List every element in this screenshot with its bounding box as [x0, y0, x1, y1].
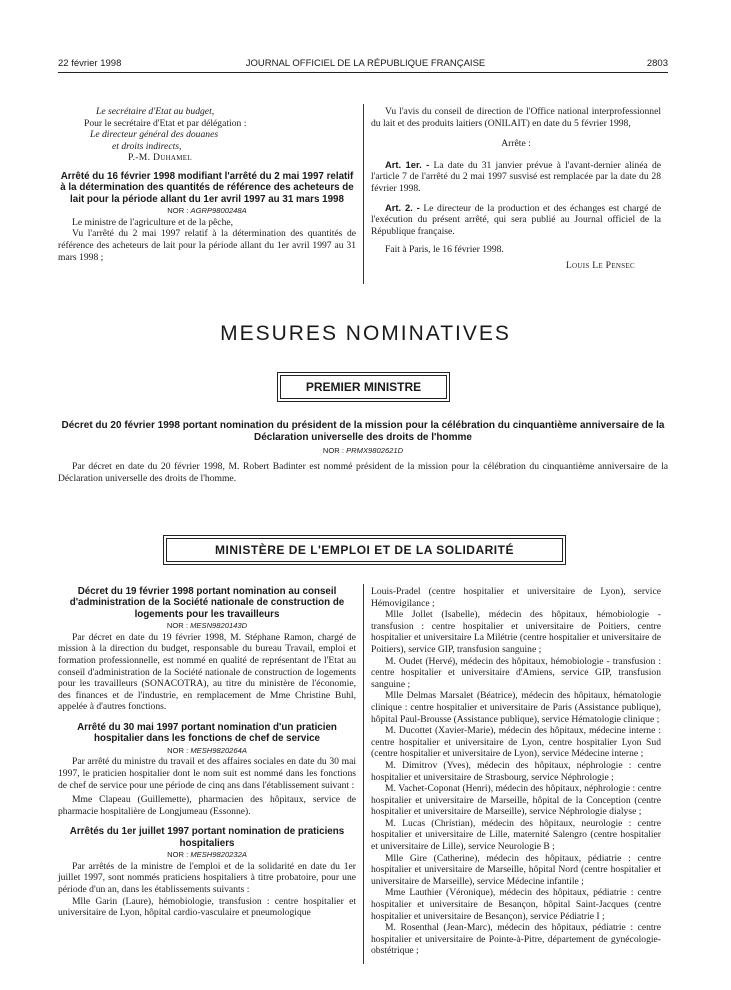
column-divider — [363, 584, 364, 964]
list-item: Mlle Jollet (Isabelle), médecin des hôpitaux, hémobiologie - transfusion : centre hospitalier et universitaire de Poitiers, centre hospitalier et universitaire La Milétrie (centre hospitalier et universitaire de Poitiers), service GIP, transfusion sanguine ; — [371, 609, 661, 655]
signature-name: P.-M. Duhamel — [128, 152, 192, 164]
list-item: Mlle Garin (Laure), hémobiologie, transfusion : centre hospitalier et universitaire de Lyon, hôpital cardio-vasculaire et pneumologique — [58, 895, 356, 919]
bottom-right-column — [371, 586, 661, 957]
list-item: M. Ducottet (Xavier-Marie), médecin des hôpitaux, médecine interne : centre hospitalier et universitaire de Lyon, centre hospitalier Lyon Sud (centre hospitalier et universitaire de Lyon), service Médecine interne ; — [371, 725, 661, 760]
arrete-word: Arrête : — [501, 138, 531, 150]
decret-premier-ministre — [58, 420, 668, 484]
decret-title: Décret du 19 février 1998 portant nomination au conseil d'administration de la Société nationale de construction de logements pour les travailleurs — [69, 586, 345, 620]
header-journal-title: JOURNAL OFFICIEL DE LA RÉPUBLIQUE FRANÇAISE — [245, 58, 486, 69]
list-item: Mme Lauthier (Véronique), médecin des hôpitaux, pédiatrie : centre hospitalier et universitaire de Besançon, hôpital Saint-Jacques (centre hospitalier et universitaire de Besançon), service Pédiatrie I ; — [371, 887, 661, 922]
top-left-column — [58, 106, 356, 263]
header-date: 22 février 1998 — [58, 58, 122, 69]
list-item: M. Vachet-Coponat (Henri), médecin des hôpitaux, néphrologie : centre hospitalier et universitaire de Marseille, hôpital de la Conception (centre hospitalier et universitaire de Marseille), service Néphrologie dialyse ; — [371, 783, 661, 818]
list-item: M. Oudet (Hervé), médecin des hôpitaux, hémobiologie - transfusion : centre hospitalier et universitaire d'Amiens, service GIP, transfusion sanguine ; — [371, 655, 661, 690]
nor-reference: NOR : PRMX9802621D — [322, 446, 404, 455]
arrete-title: Arrêté du 16 février 1998 modifiant l'arrêté du 2 mai 1997 relatif à la détermination des quantités de référence des acheteurs de lait pour la période allant du 1er avril 1997 au 31 mars 1998 — [60, 170, 354, 205]
list-item: Mlle Gire (Catherine), médecin des hôpitaux, pédiatrie : centre hospitalier et universitaire de Marseille, hôpital Nord (centre hospitalier et universitaire de Marseille), service Médecine infantile ; — [371, 852, 661, 887]
list-item: M. Dimitrov (Yves), médecin des hôpitaux, néphrologie : centre hospitalier et universitaire de Strasbourg, service Néphrologie ; — [371, 759, 661, 783]
signature-line: Le secrétaire d'Etat au budget, — [96, 106, 215, 117]
decret-title: Décret du 20 février 1998 portant nomination du président de la mission pour la célébration du cinquantième anniversaire de la Déclaration universelle des droits de l'homme — [61, 420, 665, 443]
top-right-column — [371, 106, 661, 272]
paragraph: Vu l'arrêté du 2 mai 1997 relatif à la détermination des quantités de référence des acheteurs de lait pour la période allant du 1er avril 1997 au 31 mars 1998 ; — [58, 228, 356, 263]
column-divider — [363, 104, 364, 284]
signature-name: Louis Le Pensec — [565, 259, 635, 271]
nor-reference: NOR : AGRP9800248A — [167, 206, 247, 216]
paragraph: Par décret en date du 19 février 1998, M. Stéphane Ramon, chargé de mission à la direction du budget, responsable du bureau Travail, emploi et formation professionnelle, est nommé en qualité de représentant de l'Etat au conseil d'administration de la Société nationale de construction de logements pour les travailleurs (SONACOTRA), au titre du ministère de l'économie, des finances et de l'industrie, en remplacement de Mme Christine Buhl, appelée à d'autres fonctions. — [58, 631, 356, 713]
arrete-title: Arrêtés du 1er juillet 1997 portant nomination de praticiens hospitaliers — [69, 826, 345, 849]
signature-line: Pour le secrétaire d'Etat et par délégation : — [84, 117, 247, 129]
paragraph: Vu l'avis du conseil de direction de l'Office national interprofessionnel du lait et des produits laitiers (ONILAIT) en date du 5 février 1998, — [371, 106, 661, 129]
section-heading-box: PREMIER MINISTRE — [280, 375, 447, 399]
paragraph: Par arrêté du ministre du travail et des affaires sociales en date du 30 mai 1997, le praticien hospitalier dont le nom suit est nommé dans les fonctions de chef de service pour une période de cinq ans dans l'établissement suivant : — [58, 756, 356, 791]
article-1: Art. 1er. - La date du 31 janvier prévue à l'avant-dernier alinéa de l'article 7 de l'arrêté du 2 mai 1997 susvisé est remplacée par la date du 28 février 1998. — [371, 158, 662, 194]
list-item: Mlle Delmas Marsalet (Béatrice), médecin des hôpitaux, hématologie clinique : centre hospitalier et universitaire de Paris (Assistance publique), hôpital Paul-Brousse (Assistance publique), service Hématologie clinique ; — [371, 690, 661, 725]
nor-reference: NOR : MESH9820232A — [167, 850, 247, 860]
section-heading-box: MINISTÈRE DE L'EMPLOI ET DE LA SOLIDARITÉ — [166, 538, 563, 562]
list-item: Louis-Pradel (centre hospitalier et universitaire de Lyon), service Hémovigilance ; — [371, 586, 661, 609]
fait-a-paris: Fait à Paris, le 16 février 1998. — [385, 244, 504, 256]
header-page-number: 2803 — [646, 58, 668, 69]
list-item: M. Lucas (Christian), médecin des hôpitaux, neurologie : centre hospitalier et universitaire de Lille, maternité Salengro (centre hospitalier et universitaire de Lille), service Neurologie B ; — [371, 817, 661, 853]
arrete-title: Arrêté du 30 mai 1997 portant nomination d'un praticien hospitalier dans les fonctions de chef de service — [77, 721, 337, 745]
header-rule — [58, 72, 668, 73]
nor-reference: NOR : MESH9820264A — [167, 745, 247, 755]
list-item: M. Rosenthal (Jean-Marc), médecin des hôpitaux, pédiatrie : centre hospitalier et universitaire de Pointe-à-Pitre, département de gynécologie-obstétrique ; — [371, 922, 661, 957]
section-title: MESURES NOMINATIVES — [220, 322, 511, 345]
list-item: Mme Clapeau (Guillemette), pharmacien des hôpitaux, service de pharmacie hospitalière de Longjumeau (Essonne). — [58, 794, 356, 817]
paragraph: Le ministre de l'agriculture et de la pêche, — [72, 216, 234, 228]
decret-body: Par décret en date du 20 février 1998, M. Robert Badinter est nommé président de la mission pour la célébration du cinquantième anniversaire de la Déclaration universelle des droits de l'homme. — [58, 461, 668, 484]
signature-line: Le directeur général des douanes — [90, 129, 219, 141]
paragraph: Par arrêtés de la ministre de l'emploi et de la solidarité en date du 1er juillet 1997, sont nommés praticiens hospitaliers à titre probatoire, pour une période d'un an, dans les établissements suivants : — [58, 860, 356, 895]
bottom-left-column — [58, 586, 356, 919]
nor-reference: NOR : MESN9820143D — [166, 621, 248, 631]
signature-line: et droits indirects, — [112, 140, 182, 152]
article-2: Art. 2. - Le directeur de la production et des échanges est chargé de l'exécution du présent arrêté, qui sera publié au Journal officiel de la République française. — [371, 201, 662, 237]
